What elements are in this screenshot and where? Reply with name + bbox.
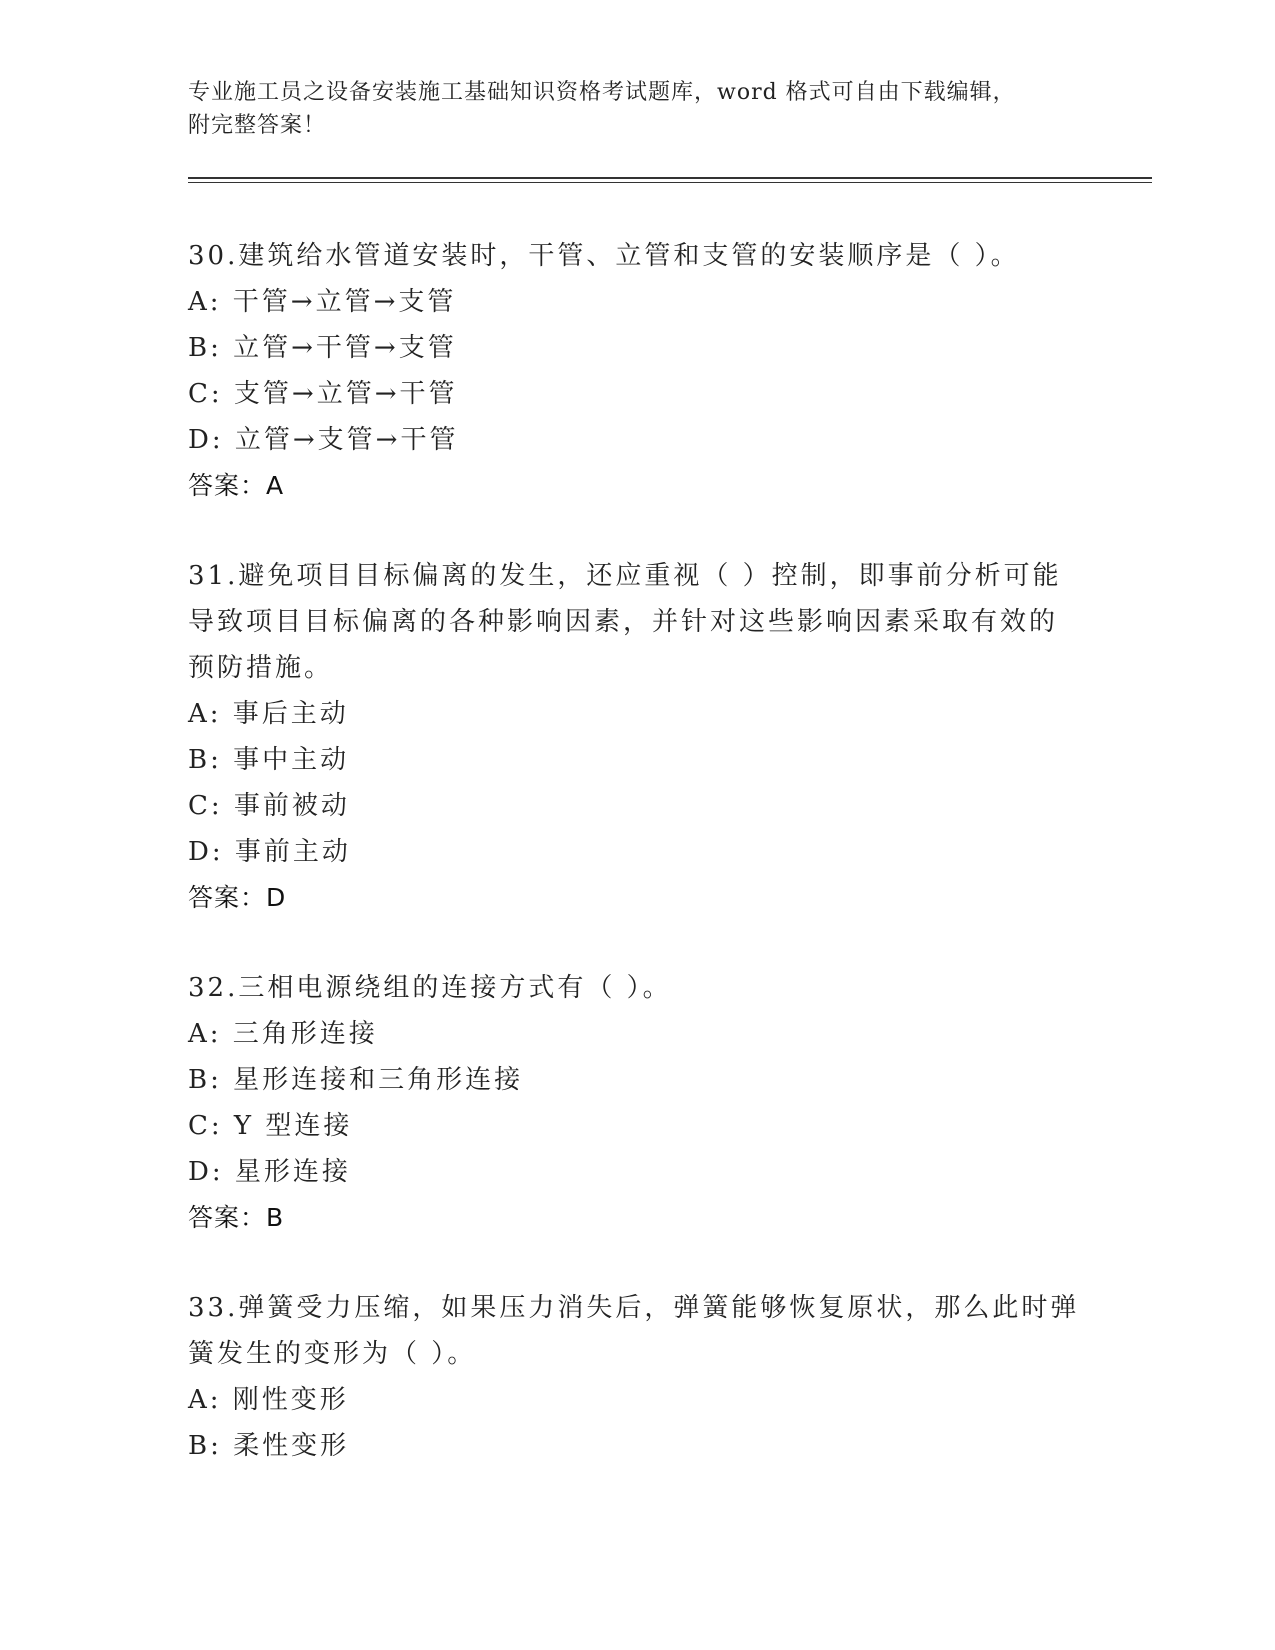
question-stem: 32.三相电源绕组的连接方式有（ ）。: [188, 973, 672, 1003]
header-divider-thin: [188, 182, 1152, 183]
question-31: [188, 553, 1088, 921]
option-d: D: 星形连接: [188, 1157, 351, 1187]
option-b: B: 事中主动: [188, 745, 350, 775]
option-b: B: 立管→干管→支管: [188, 333, 457, 363]
option-b: B: 柔性变形: [188, 1431, 350, 1461]
question-stem-line-1: 33.弹簧受力压缩，如果压力消失后，弹簧能够恢复原状，那么此时弹: [188, 1293, 1080, 1323]
answer-line: 答案：B: [188, 1203, 285, 1232]
question-stem: 30.建筑给水管道安装时，干管、立管和支管的安装顺序是（ ）。: [188, 241, 1020, 271]
option-a: A: 干管→立管→支管: [188, 287, 457, 317]
answer-line: 答案：A: [188, 471, 285, 500]
question-stem-line-1: 31.避免项目目标偏离的发生，还应重视（ ）控制，即事前分析可能: [188, 561, 1062, 591]
option-d: D: 事前主动: [188, 837, 351, 867]
question-33: [188, 1285, 1088, 1469]
option-b: B: 星形连接和三角形连接: [188, 1065, 524, 1095]
option-c: C: 支管→立管→干管: [188, 379, 458, 409]
answer-line: 答案：D: [188, 883, 287, 912]
question-30: [188, 233, 1088, 509]
option-c: C: 事前被动: [188, 791, 350, 821]
header-line-2: 附完整答案！: [188, 113, 327, 138]
page-header: [188, 76, 1088, 142]
question-stem-line-3: 预防措施。: [188, 653, 334, 683]
option-c: C: Y 型连接: [188, 1111, 353, 1141]
option-d: D: 立管→支管→干管: [188, 425, 459, 455]
option-a: A: 刚性变形: [188, 1385, 349, 1415]
option-a: A: 事后主动: [188, 699, 349, 729]
header-line-1: 专业施工员之设备安装施工基础知识资格考试题库，word 格式可自由下载编辑，: [188, 80, 1016, 105]
question-32: [188, 965, 1088, 1241]
option-a: A: 三角形连接: [188, 1019, 378, 1049]
question-stem-line-2: 导致项目目标偏离的各种影响因素，并针对这些影响因素采取有效的: [188, 607, 1059, 637]
question-stem-line-2: 簧发生的变形为（ ）。: [188, 1339, 477, 1369]
question-list: [188, 233, 1088, 1513]
header-divider-thick: [188, 177, 1152, 179]
